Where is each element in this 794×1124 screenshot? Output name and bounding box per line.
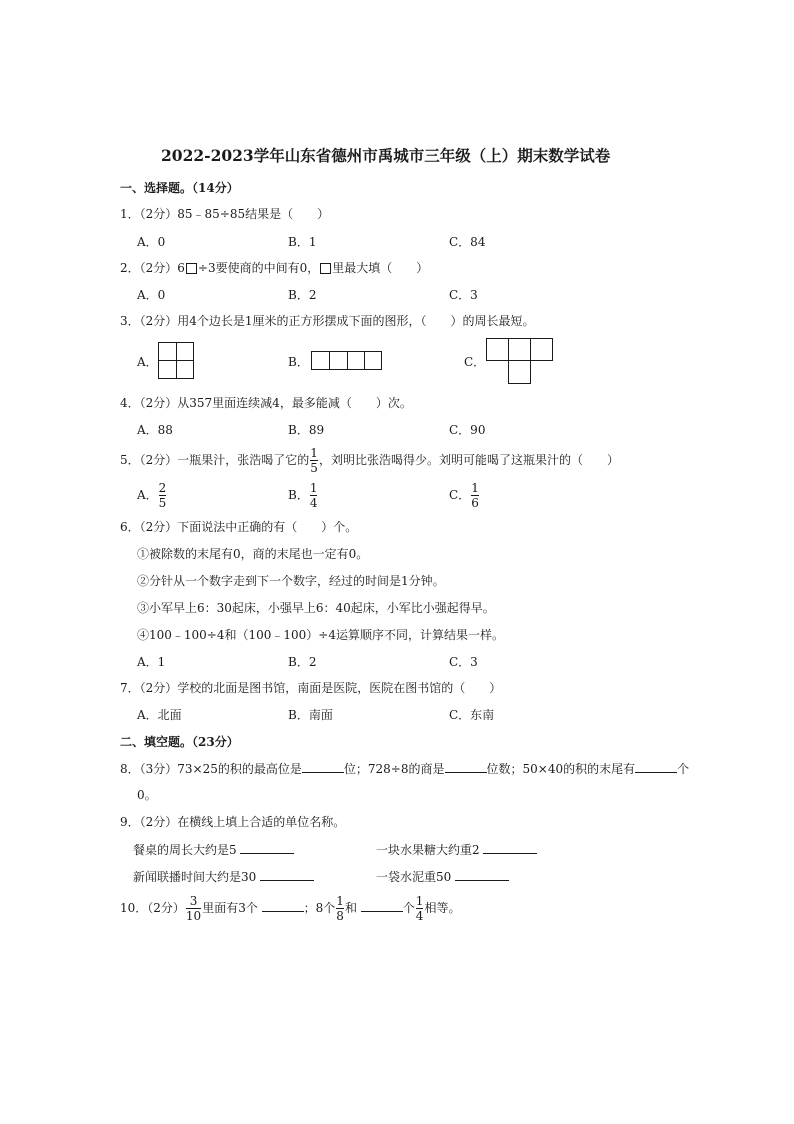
question-text: 6 <box>177 261 185 275</box>
question-text: 在横线上填上合适的单位名称。 <box>177 815 346 829</box>
question-10 <box>120 894 460 922</box>
question-text: 用4个边长是1厘米的正方形摆成下面的图形，（ ）的周长最短。 <box>177 314 535 328</box>
option-c: C．84 <box>449 235 486 249</box>
question-text: 学校的北面是图书馆，南面是医院，医院在图书馆的（ ） <box>177 681 502 695</box>
option-a: A． <box>137 355 158 369</box>
fill-item-text: 一块水果糖大约重2 <box>376 843 480 857</box>
statement-4: ④100﹣100÷4和（100﹣100）÷4运算顺序不同，计算结果一样。 <box>137 628 504 642</box>
square-2x2-figure <box>158 342 194 379</box>
question-number: 3．（2分） <box>120 314 178 328</box>
fraction <box>159 482 167 509</box>
question-number: 4．（2分） <box>120 396 178 410</box>
numerator: 1 <box>415 894 424 908</box>
answer-blank[interactable] <box>483 841 537 854</box>
fraction <box>416 895 424 922</box>
question-1 <box>120 206 329 222</box>
option-a <box>137 481 167 509</box>
option-a: A．1 <box>137 655 166 669</box>
question-number: 5．（2分） <box>120 453 178 467</box>
answer-blank[interactable] <box>635 760 677 773</box>
option-b: B．2 <box>288 288 317 302</box>
denominator: 4 <box>309 496 318 510</box>
question-number: 2．（2分） <box>120 261 178 275</box>
option-a: A．0 <box>137 235 166 249</box>
denominator: 6 <box>471 496 479 510</box>
question-text: ÷3要使商的中间有0， <box>197 261 320 275</box>
numerator: 2 <box>158 481 167 495</box>
option-c: C．3 <box>449 655 478 669</box>
question-text: 85﹣85÷85结果是（ ） <box>177 207 330 221</box>
statement-1: ①被除数的末尾有0，商的末尾也一定有0。 <box>137 547 369 561</box>
question-3 <box>120 313 535 329</box>
question-text: 下面说法中正确的有（ ）个。 <box>177 520 358 534</box>
question-9 <box>120 814 345 830</box>
denominator: 5 <box>310 461 318 475</box>
fill-item-text: 餐桌的周长大约是5 <box>133 843 237 857</box>
blank-box <box>186 263 197 274</box>
answer-blank[interactable] <box>455 868 509 881</box>
option-label: C． <box>449 488 471 502</box>
question-number: 8．（3分） <box>120 762 178 776</box>
question-7 <box>120 680 501 696</box>
option-b: B．1 <box>288 235 317 249</box>
question-8-continuation: 0。 <box>137 788 157 802</box>
option-b: B．南面 <box>288 708 333 722</box>
option-a: A．0 <box>137 288 166 302</box>
statement-3: ③小军早上6：30起床，小强早上6：40起床，小军比小强起得早。 <box>137 601 495 615</box>
answer-blank[interactable] <box>302 760 344 773</box>
option-c: C．东南 <box>449 708 495 722</box>
question-6 <box>120 519 357 535</box>
question-number: 9．（2分） <box>120 815 178 829</box>
question-text: 73×25的积的最高位是 <box>177 762 302 776</box>
question-2 <box>120 260 428 276</box>
option-b: B．89 <box>288 423 325 437</box>
fill-item-4 <box>376 868 509 885</box>
fraction <box>310 482 318 509</box>
option-label: B． <box>288 488 309 502</box>
question-text: 个 <box>677 762 690 776</box>
statement-2: ②分针从一个数字走到下一个数字，经过的时间是1分钟。 <box>137 574 445 588</box>
fill-item-1 <box>133 841 294 858</box>
question-number: 6．（2分） <box>120 520 178 534</box>
denominator: 4 <box>415 909 424 923</box>
question-number: 10．（2分） <box>120 901 185 915</box>
section-heading-fill: 二、填空题。（23分） <box>120 735 239 749</box>
option-label: A． <box>137 488 158 502</box>
question-5 <box>120 446 619 474</box>
section-heading-choice: 一、选择题。（14分） <box>120 181 239 195</box>
fraction <box>471 482 479 509</box>
square-1x4-figure <box>311 351 382 370</box>
answer-blank[interactable] <box>445 760 487 773</box>
option-b: B． <box>288 355 309 369</box>
numerator: 1 <box>309 481 318 495</box>
square-t-figure <box>486 338 553 384</box>
question-8 <box>120 760 689 777</box>
denominator: 5 <box>158 496 167 510</box>
numerator: 3 <box>189 894 198 908</box>
option-a: A．88 <box>137 423 173 437</box>
fraction <box>336 895 344 922</box>
numerator: 1 <box>310 446 318 460</box>
blank-box <box>320 263 331 274</box>
option-c: C．3 <box>449 288 478 302</box>
answer-blank[interactable] <box>361 899 403 912</box>
question-number: 1．（2分） <box>120 207 178 221</box>
fill-item-text: 一袋水泥重50 <box>376 870 452 884</box>
question-number: 7．（2分） <box>120 681 178 695</box>
question-text: 从357里面连续减4，最多能减（ ）次。 <box>177 396 412 410</box>
fill-item-3 <box>133 868 314 885</box>
question-text: 和 <box>344 901 357 915</box>
fill-item-2 <box>376 841 537 858</box>
answer-blank[interactable] <box>262 899 304 912</box>
denominator: 8 <box>336 909 344 923</box>
option-c: C． <box>464 355 486 369</box>
question-text: ；8个 <box>303 901 336 915</box>
question-text: ，刘明比张浩喝得少。刘明可能喝了这瓶果汁的（ ） <box>318 453 619 467</box>
question-text: 位；728÷8的商是 <box>343 762 445 776</box>
fraction <box>186 895 201 922</box>
option-c: C．90 <box>449 423 486 437</box>
denominator: 10 <box>185 909 202 923</box>
option-a: A．北面 <box>137 708 182 722</box>
question-text: 个 <box>402 901 415 915</box>
option-b: B．2 <box>288 655 317 669</box>
question-4 <box>120 395 412 411</box>
numerator: 1 <box>471 481 479 495</box>
numerator: 1 <box>336 894 344 908</box>
question-text: 里最大填（ ） <box>332 261 429 275</box>
question-text: 一瓶果汁，张浩喝了它的 <box>177 453 310 467</box>
fill-item-text: 新闻联播时间大约是30 <box>133 870 257 884</box>
option-c <box>449 481 480 509</box>
page-title: 2022-2023学年山东省德州市禹城市三年级（上）期末数学试卷 <box>161 146 611 165</box>
question-text: 相等。 <box>424 901 461 915</box>
question-text: 里面有3个 <box>202 901 258 915</box>
question-text: 位数；50×40的积的末尾有 <box>486 762 636 776</box>
answer-blank[interactable] <box>240 841 294 854</box>
fraction <box>310 447 318 474</box>
option-b <box>288 481 318 509</box>
answer-blank[interactable] <box>260 868 314 881</box>
